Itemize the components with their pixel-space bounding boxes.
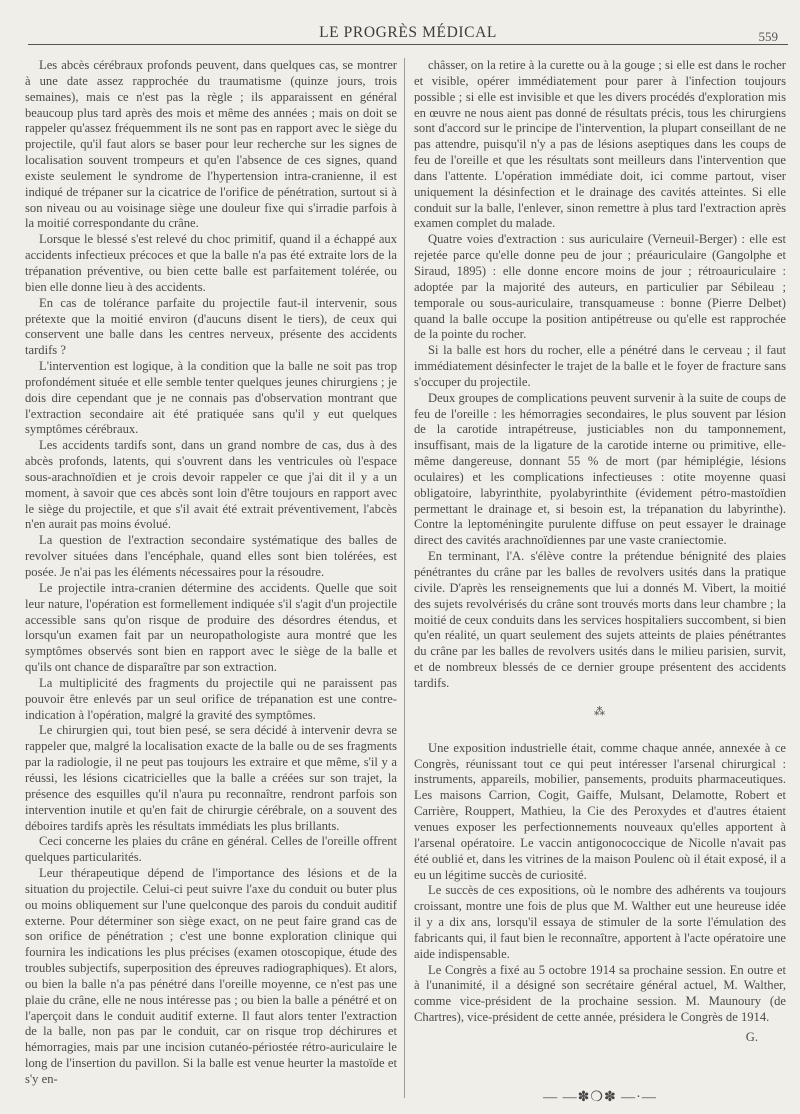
author-signature: G. xyxy=(745,1029,758,1044)
paragraph: châsser, on la retire à la curette ou à la gouge ; si elle est dans le rocher et visible, opérer immédiatement pour parer à l'infection toujours possible ; si elle est invisible et que les divers procédés d'exploration mis en œuvre ne nous aient pas donné de résultats précis, tous les chirurgiens sont d'accord sur le principe de l'intervention, la plupart conseillant de ne pas attendre, puisqu'il n'y a pas de lésions aseptiques dans les coups de feu de l'oreille et que les résultats sont meilleurs dans l'intervention que dans l'attente. L'opération immédiate doit, ici comme partout, viser uniquement la désinfection et le drainage des cavités atteintes. Si elle conduit sur la balle, l'enlever, sinon remettre à plus tard l'extraction après examen complet du malade. xyxy=(414,58,786,231)
paragraph: Ceci concerne les plaies du crâne en général. Celles de l'oreille offrent quelques particularités. xyxy=(25,834,397,865)
section-separator-asterism: ⁂ xyxy=(594,705,606,718)
column-divider xyxy=(404,58,405,1098)
paragraph: Le Congrès a fixé au 5 octobre 1914 sa prochaine session. En outre et à l'unanimité, il a désigné son secrétaire général actuel, M. Walther, comme vice-président de la prochaine session. M. Maunoury (de Chartres), vice-président de cette année, présidera le Congrès de 1914. xyxy=(414,962,786,1025)
paragraph: Si la balle est hors du rocher, elle a pénétré dans le cerveau ; il faut immédiatement désinfecter le trajet de la balle et le foyer de fracture sans s'occuper du projectile. xyxy=(414,343,786,389)
paragraph: Le chirurgien qui, tout bien pesé, se sera décidé à intervenir devra se rappeler que, malgré la localisation exacte de la balle ou de ses fragments par la radiologie, il ne peut pas toujours les extraire et que même, s'il y a réussi, les lésions cicatricielles que la balle a créées sur son trajet, la présence des esquilles qu'il n'aura pu reconnaître, rendront parfois son intervention inutile et qu'en fait de chirurgie cérébrale, on a souvent des déboires tardifs après les résultats immédiats les plus brillants. xyxy=(25,723,397,833)
paragraph: Lorsque le blessé s'est relevé du choc primitif, quand il a échappé aux accidents infectieux précoces et que la balle n'a pas été extraite lors de la trépanation préventive, ou bien cette balle est parfaitement tolérée, ou bien elle donne lieu à des accidents. xyxy=(25,232,397,294)
paragraph: Les abcès cérébraux profonds peuvent, dans quelques cas, se montrer à une date assez rapprochée du traumatisme (quinze jours, trois semaines), mais ce n'est pas la règle ; ils apparaissent en général beaucoup plus tard après des mois et même des années ; mais on doit se rappeler qu'assez fréquemment ils ne sont pas en rapport avec le siège du projectile, qu'il faut alors se baser pour leur recherche sur les signes de localisation souvent trompeurs et qu'en l'absence de ces signes, quand existe seulement le syndrome de l'hypertension intra-cranienne, il est indiqué de trépaner sur la cicatrice de l'orifice de pénétration, surtout si à son niveau ou au voisinage siège une douleur fixe qui s'irradie parfois à la moitié correspondante du crâne. xyxy=(25,58,397,231)
page-header xyxy=(28,14,788,44)
paragraph: Quatre voies d'extraction : sus auriculaire (Verneuil-Berger) : elle est rejetée parce qu'elle donne peu de jour ; préauriculaire (Gangolphe et Siraud, 1895) : elle donne encore moins de jour ; rétroauriculaire : adoptée par la majorité des auteurs, en particulier par Sébileau ; temporale ou sous-auriculaire, transquameuse : bonne (Pierre Delbet) quand la balle occupe la position antipétreuse ou qu'elle est rapprochée de la pointe du rocher. xyxy=(414,232,786,342)
right-column xyxy=(414,58,786,1106)
ornament-icon: — —✽❍✽ —·— xyxy=(543,1089,657,1105)
paragraph: La question de l'extraction secondaire systématique des balles de revolver situées dans l'encéphale, quand elles sont bien tolérées, est posée. Je n'ai pas les éléments nécessaires pour la résoudre. xyxy=(25,533,397,579)
paragraph: Une exposition industrielle était, comme chaque année, annexée à ce Congrès, réunissant tout ce qui peut intéresser l'arsenal chirurgical : instruments, appareils, mobilier, pansements, produits pharmaceutiques. Les maisons Carrion, Cogit, Gaiffe, Mulsant, Delamotte, Robert et Carrière, Rouppert, Mathieu, la Cie des Peroxydes et d'autres étaient venues exposer les perfectionnements nouveaux qu'elles apportent à l'arsenal opératoire. Le vaccin antigonococcique de Nicolle n'avait pas été oublié et, dans les vitrines de la maison Poulenc où il était exposé, il a eu un légitime succès de curiosité. xyxy=(414,740,786,882)
paragraph: La multiplicité des fragments du projectile qui ne paraissent pas pouvoir être enlevés par un seul orifice de trépanation est une contre-indication à l'opération, malgré la gravité des symptômes. xyxy=(25,675,397,722)
paragraph: Les accidents tardifs sont, dans un grand nombre de cas, dus à des abcès profonds, latents, qui s'ouvrent dans les ventricules où l'espace sous-arachnoïdien et je crois devoir rappeler ce que j'ai dit il y a un moment, à savoir que ces abcès sont loin d'être toujours en rapport avec le siège du projectile, et que s'il avait été extrait préventivement, l'abcès n'en aurait pas moins évolué. xyxy=(25,438,397,532)
paragraph: Le succès de ces expositions, où le nombre des adhérents va toujours croissant, montre une fois de plus que M. Walther eut une heureuse idée il y a dix ans, lorsqu'il essaya de stimuler de la sorte l'émulation des fabricants qui, il faut bien le reconnaître, apportent à l'acte opératoire une aide indispensable. xyxy=(414,883,786,961)
paragraph: L'intervention est logique, à la condition que la balle ne soit pas trop profondément située et elle semble tenter quelques jeunes chirurgiens ; je dois dire cependant que je ne connais pas d'observation montrant que l'extraction secondaire ait été pratiquée sans qu'il y eut quelques symptômes cérébraux. xyxy=(25,359,397,437)
paragraph: Le projectile intra-cranien détermine des accidents. Quelle que soit leur nature, l'opération est formellement indiquée s'il s'agit d'un projectile accessible sans qu'on risque de produire des désordres étendus, et lorsqu'un examen fait par un neuropathologiste aura montré que les symptômes observés sont bien en rapport avec le siège de la balle et qu'ils ont chance de disparaître par son extraction. xyxy=(25,580,397,675)
paragraph: En cas de tolérance parfaite du projectile faut-il intervenir, sous prétexte que la moitié environ (d'aucuns disent le tiers), de ceux qui conservent une balle dans les centres nerveux, présente des accidents tardifs ? xyxy=(25,295,397,358)
page-number: 559 xyxy=(758,29,778,44)
paragraph: Leur thérapeutique dépend de l'importance des lésions et de la situation du projectile. Celui-ci peut suivre l'axe du conduit ou buter plus ou moins obliquement sur l'une quelconque des parois du conduit auditif externe. Pour déterminer son siège exact, on ne peut faire grand cas de son orifice de pénétration ; c'est une bonne exploration clinique qui fournira les indications les plus précises (examen otoscopique, étude des troubles subjectifs, superposition des épreuves radiographiques). Et alors, ou bien la balle n'a pas pénétré dans l'oreille moyenne, ce n'est pas une plaie du crâne, elle ne nous intéresse pas ; ou bien la balle a pénétré et on l'aperçoit dans le conduit auditif externe. Il faut alors tenter l'extraction de la balle, non pas par le conduit, car on risque trop déchirures et hémorragies, mais par une incision cutanéo-périostée rétro-auriculaire le long de l'insertion du pavillon. Si la balle est venue heurter la mastoïde et s'y en- xyxy=(25,866,397,1086)
journal-title: LE PROGRÈS MÉDICAL xyxy=(319,24,497,41)
paragraph: En terminant, l'A. s'élève contre la prétendue bénignité des plaies pénétrantes du crâne par les balles de revolvers usités dans la pratique civile. D'après les renseignements que lui a donnés M. Vibert, la moitié des sujets revolvérisés du crâne sont trouvés morts dans leur chambre ; la moitié de ceux conduits dans les services hospitaliers succombent, si bien qu'en réalité, un quart seulement des sujets atteints de plaies pénétrantes du crâne par les balles de revolvers usités dans le milieu parisien, survit, et de nombreux blessés de ce dernier groupe présentent des accidents tardifs. xyxy=(414,549,786,690)
left-column xyxy=(25,58,397,1088)
paragraph: Deux groupes de complications peuvent survenir à la suite de coups de feu de l'oreille : les hémorragies secondaires, le plus souvent par lésion de la carotide intrapétreuse, justiciables non du tamponnement, insuffisant, mais de la ligature de la carotide interne ou primitive, elle-même dangereuse, donnant 55 % de mort (par hémiplégie, lésions oculaires) et les complications infectieuses : otite moyenne quasi obligatoire, labyrinthite, pyolabyrinthite (évidement pétro-mastoïdien permettant le drainage et, si besoin est, la trépanation du labyrinthe). Contre la leptoméningite purulente diffuse on peut essayer le drainage direct des cavités arachnoïdiennes par une vaste craniectomie. xyxy=(414,390,786,548)
header-rule xyxy=(28,44,788,45)
